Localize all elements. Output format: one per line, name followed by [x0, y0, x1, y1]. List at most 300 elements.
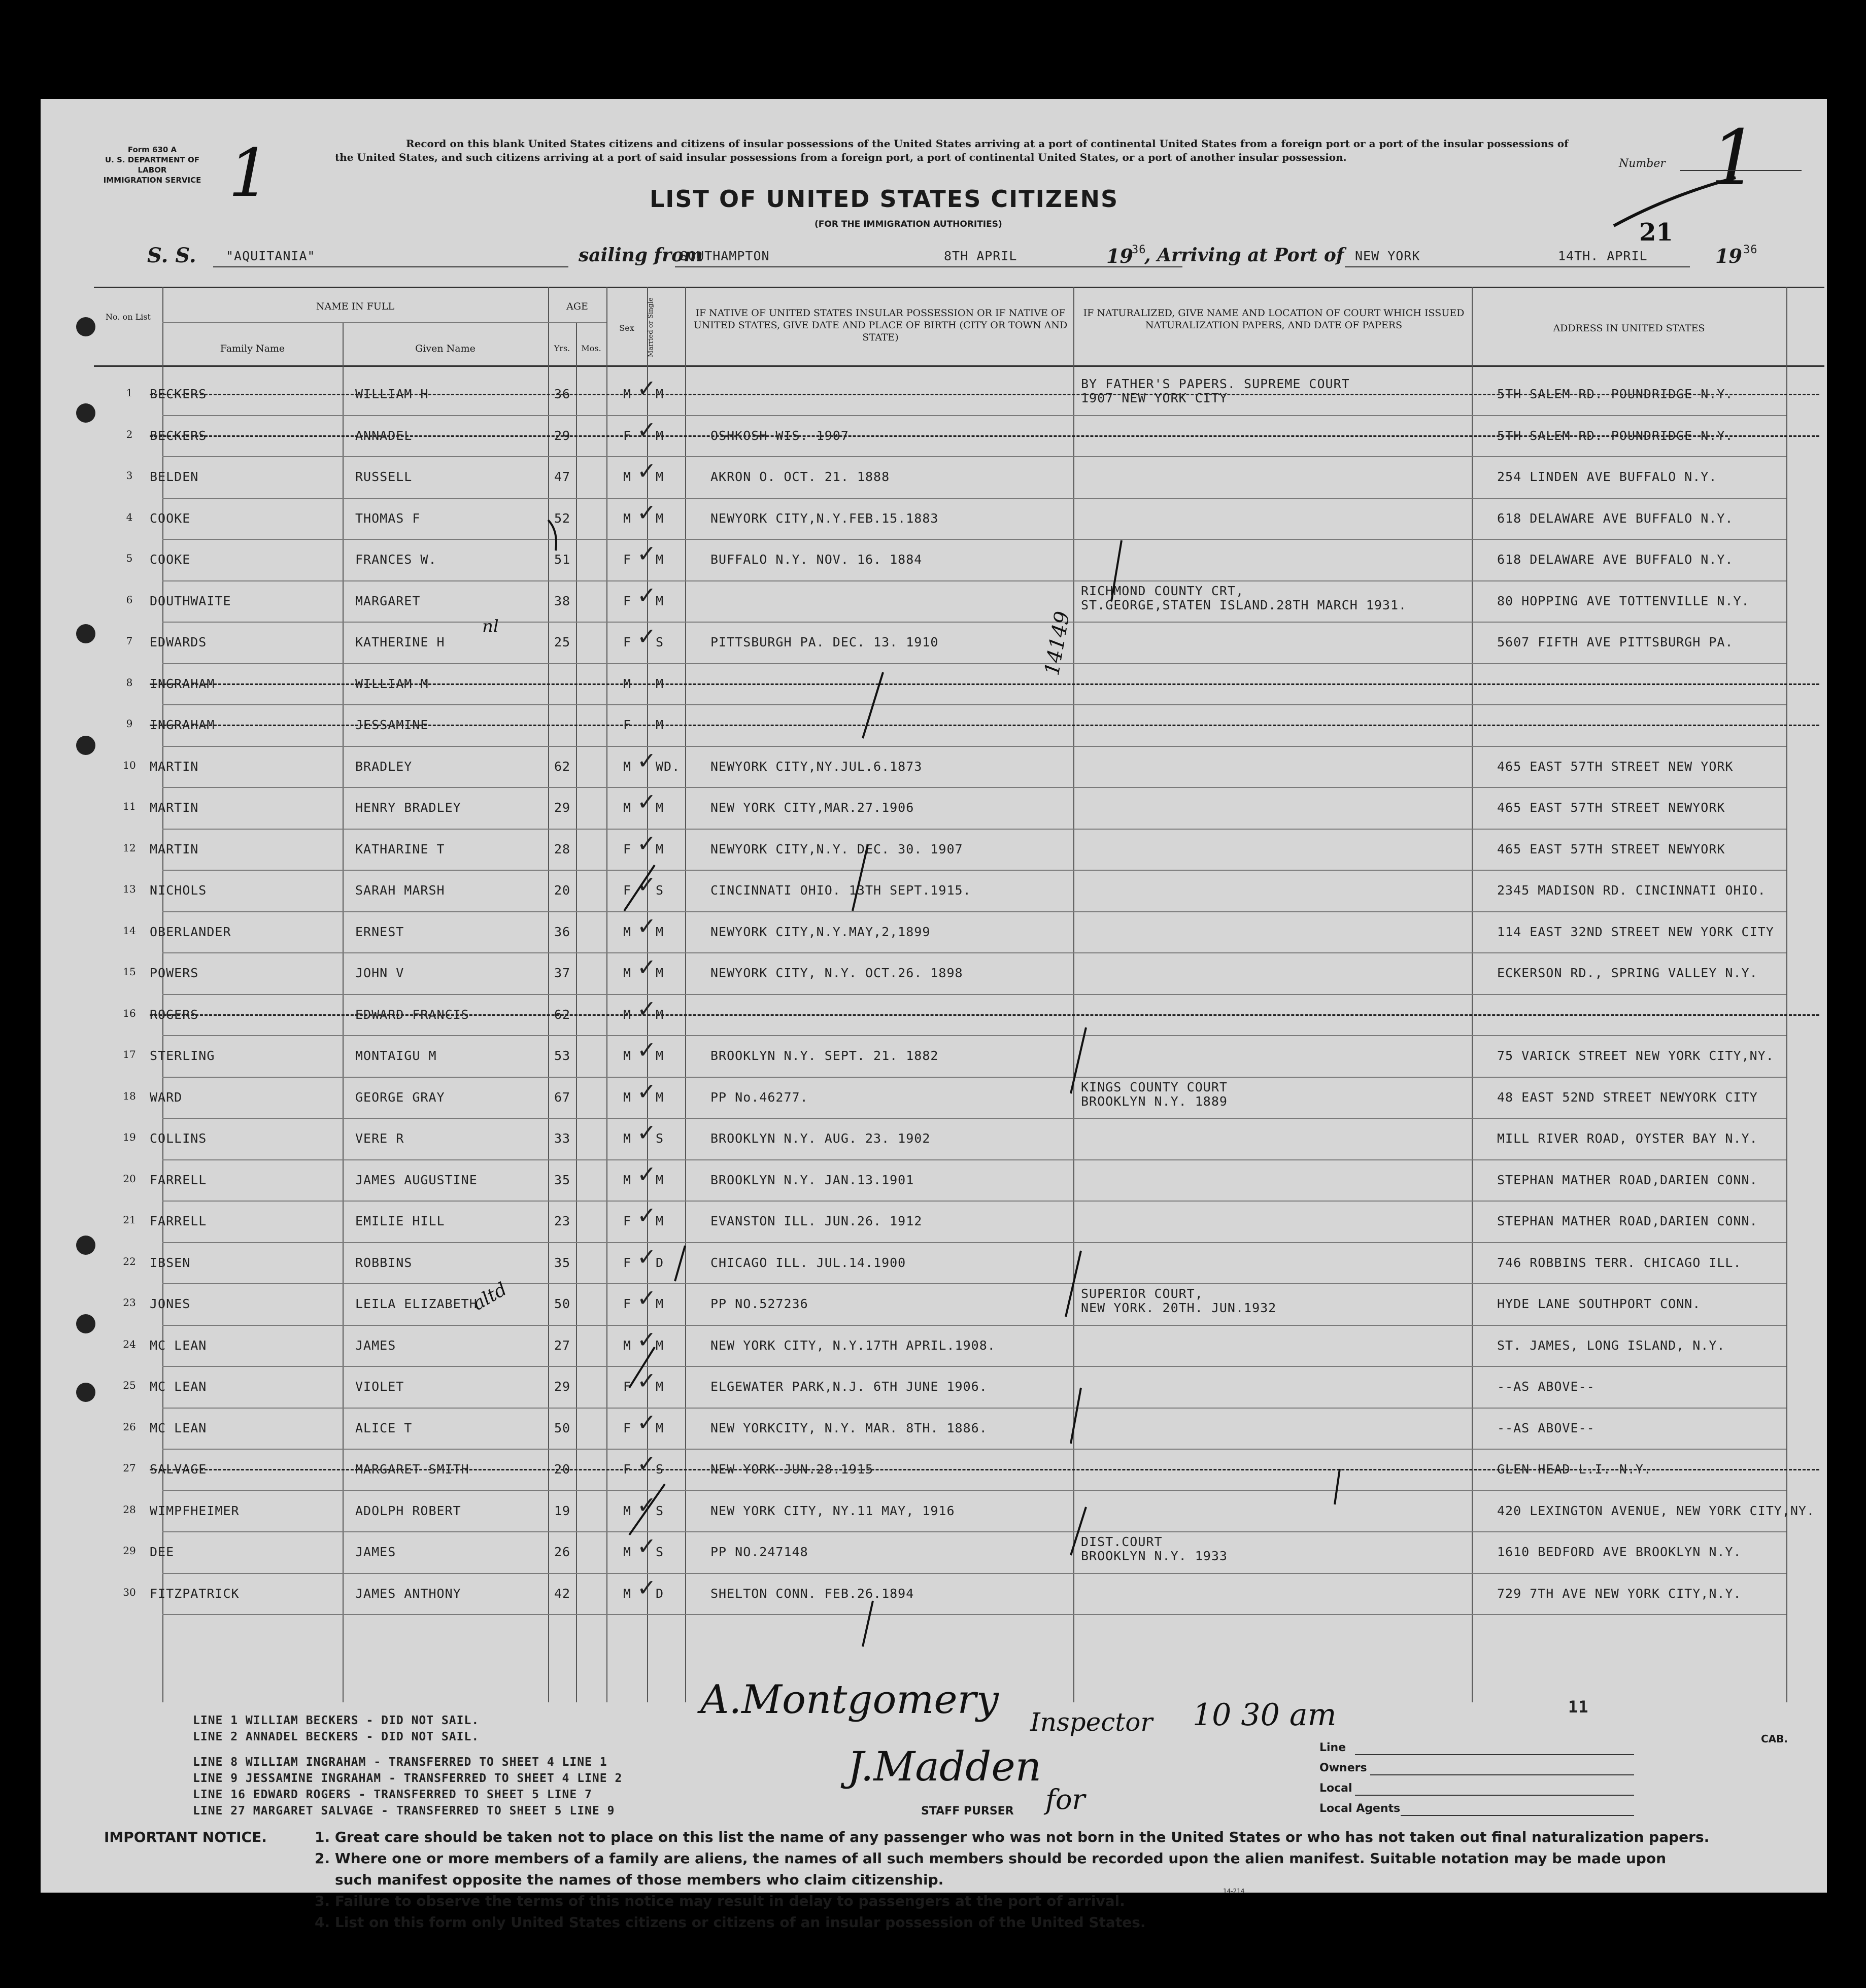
purser-initials-handwritten: for	[1045, 1784, 1085, 1815]
given-name: MARGARET	[355, 593, 421, 608]
row-number: 19	[123, 1131, 136, 1143]
birth-place-date: NEW YORKCITY, N.Y. MAR. 8TH. 1886.	[710, 1420, 988, 1435]
row-number: 28	[123, 1503, 136, 1516]
marital-status: M	[656, 469, 664, 484]
row5-note-handwritten: nl	[482, 616, 499, 637]
naturalization-details: ST.GEORGE,STATEN ISLAND.28TH MARCH 1931.	[1081, 597, 1407, 612]
family-name: MARTIN	[150, 800, 199, 815]
naturalization-details: 1907 NEW YORK CITY	[1081, 391, 1228, 405]
marital-status: S	[656, 883, 664, 898]
check-mark-icon: ✓	[637, 1284, 657, 1312]
check-mark-icon: ✓	[637, 746, 657, 774]
check-mark-icon: ✓	[637, 1160, 657, 1188]
age-years: 29	[554, 800, 571, 815]
birth-place-date: NEW YORK CITY,MAR.27.1906	[710, 800, 914, 815]
port-from: SOUTHAMPTON	[680, 249, 770, 263]
birth-place-date: NEW YORK CITY, N.Y.17TH APRIL.1908.	[710, 1338, 996, 1353]
marital-status: M	[656, 1172, 664, 1187]
marital-status: M	[656, 1379, 664, 1394]
sex: F	[623, 428, 632, 443]
family-name: SALVAGE	[150, 1462, 207, 1477]
local-label: Local	[1319, 1782, 1352, 1795]
given-name: ROBBINS	[355, 1255, 413, 1270]
total-count: 11	[1568, 1697, 1589, 1717]
age-years: 35	[554, 1172, 571, 1187]
marital-status: M	[656, 1048, 664, 1063]
check-mark-icon: ✓	[637, 623, 657, 650]
marital-status: M	[656, 841, 664, 856]
sail-date: 8TH APRIL	[944, 249, 1017, 263]
age-years: 50	[554, 1296, 571, 1311]
birth-place-date: PP NO.247148	[710, 1545, 808, 1559]
address: 465 EAST 57TH STREET NEWYORK	[1497, 800, 1725, 815]
check-mark-icon: ✓	[637, 416, 657, 443]
address: 254 LINDEN AVE BUFFALO N.Y.	[1497, 469, 1717, 484]
family-name: FARRELL	[150, 1172, 207, 1187]
sex: M	[623, 387, 632, 401]
check-mark-icon: ✓	[637, 953, 657, 981]
given-name: MONTAIGU M	[355, 1048, 437, 1063]
check-mark-icon: ✓	[637, 581, 657, 609]
family-name: JONES	[150, 1296, 191, 1311]
given-name: MARGARET SMITH	[355, 1462, 469, 1477]
given-name: JAMES AUGUSTINE	[355, 1172, 478, 1187]
naturalization-court: DIST.COURT	[1081, 1534, 1163, 1549]
sail-year: 36	[1132, 244, 1146, 256]
arrive-date: 14TH. APRIL	[1558, 249, 1648, 263]
sex: M	[623, 676, 632, 691]
sex: F	[623, 552, 632, 567]
age-years: 20	[554, 1462, 571, 1477]
address: 114 EAST 32ND STREET NEW YORK CITY	[1497, 924, 1774, 939]
given-name: JESSAMINE	[355, 717, 429, 732]
marital-status: M	[656, 1007, 664, 1022]
family-name: ROGERS	[150, 1007, 199, 1022]
marital-status: M	[656, 510, 664, 526]
given-name: VERE R	[355, 1131, 404, 1146]
row-number: 5	[126, 552, 133, 564]
check-mark-icon: ✓	[637, 871, 657, 898]
check-mark-icon: ✓	[637, 1367, 657, 1394]
check-mark-icon: ✓	[637, 1036, 657, 1064]
check-mark-icon: ✓	[637, 374, 657, 402]
inspector-label-handwritten: Inspector	[1030, 1707, 1153, 1737]
row-number: 15	[123, 966, 136, 978]
family-name: FARRELL	[150, 1214, 207, 1228]
sex: F	[623, 883, 632, 898]
naturalization-court: SUPERIOR COURT,	[1081, 1286, 1203, 1301]
row-number: 30	[123, 1586, 136, 1598]
arrive-year: 36	[1743, 244, 1758, 256]
row-number: 24	[123, 1338, 136, 1350]
purser-signature: J.Madden	[847, 1743, 1042, 1790]
marital-status: D	[656, 1255, 664, 1270]
ship-name: "AQUITANIA"	[226, 249, 316, 263]
header-no: No. on List	[106, 312, 151, 322]
form-instructions: Record on this blank United States citizens and citizens of insular possessions of the United States arriving at a port of continental United States from a foreign port or a port of the insular possessions of the United States, and such citizens arriving at a port of said insular possessions from a foreign port, a port of continental United States, or a port of another insular possession.	[335, 138, 1569, 163]
given-name: HENRY BRADLEY	[355, 800, 461, 815]
given-name: ERNEST	[355, 924, 404, 939]
naturalization-court: RICHMOND COUNTY CRT,	[1081, 583, 1244, 598]
local-agents-label: Local Agents	[1319, 1802, 1401, 1815]
sex: M	[623, 759, 632, 774]
age-years: 19	[554, 1503, 571, 1518]
footer-note-line: LINE 2 ANNADEL BECKERS - DID NOT SAIL.	[193, 1730, 480, 1743]
naturalization-court: KINGS COUNTY COURT	[1081, 1079, 1228, 1094]
row-number: 8	[126, 676, 133, 689]
age-years: 20	[554, 883, 571, 898]
check-mark-icon: ✓	[637, 1408, 657, 1436]
row-number: 22	[123, 1255, 136, 1267]
check-mark-icon: ✓	[637, 788, 657, 815]
header-mos: Mos.	[581, 344, 601, 353]
sex: F	[623, 1379, 632, 1394]
address: 729 7TH AVE NEW YORK CITY,N.Y.	[1497, 1586, 1742, 1601]
age-years: 67	[554, 1089, 571, 1105]
age-years: 42	[554, 1586, 571, 1601]
sex: F	[623, 1462, 632, 1477]
staff-purser-label: STAFF PURSER	[921, 1805, 1014, 1818]
notice-item-3: 3. Failure to observe the terms of this notice may result in delay to passengers at the port of arrival.	[315, 1893, 1125, 1909]
address: STEPHAN MATHER ROAD,DARIEN CONN.	[1497, 1214, 1758, 1228]
check-mark-icon: ✓	[637, 1119, 657, 1146]
check-mark-icon: ✓	[637, 1450, 657, 1477]
birth-place-date: BUFFALO N.Y. NOV. 16. 1884	[710, 552, 923, 567]
address: 465 EAST 57TH STREET NEW YORK	[1497, 759, 1734, 774]
birth-place-date: CINCINNATI OHIO. 13TH SEPT.1915.	[710, 883, 971, 898]
birth-place-date: NEWYORK CITY,N.Y. DEC. 30. 1907	[710, 841, 963, 856]
given-name: KATHERINE H	[355, 635, 445, 649]
sex: M	[623, 800, 632, 815]
page-subtitle: (FOR THE IMMIGRATION AUTHORITIES)	[815, 219, 1002, 229]
address: STEPHAN MATHER ROAD,DARIEN CONN.	[1497, 1172, 1758, 1187]
naturalization-court: BY FATHER'S PAPERS. SUPREME COURT	[1081, 376, 1350, 391]
check-mark-icon: ✓	[637, 1202, 657, 1229]
marital-status: M	[656, 676, 664, 691]
birth-place-date: ELGEWATER PARK,N.J. 6TH JUNE 1906.	[710, 1379, 988, 1394]
birth-place-date: PITTSBURGH PA. DEC. 13. 1910	[710, 635, 939, 649]
header-naturalized: IF NATURALIZED, GIVE NAME AND LOCATION OF COURT WHICH ISSUED NATURALIZATION PAPERS, AND DATE OF PAPERS	[1083, 307, 1465, 331]
naturalization-details: BROOKLYN N.Y. 1933	[1081, 1549, 1228, 1563]
age-years: 35	[554, 1255, 571, 1270]
address: ECKERSON RD., SPRING VALLEY N.Y.	[1497, 966, 1758, 980]
row-number: 16	[123, 1007, 136, 1019]
form-number: Form 630 A	[127, 145, 177, 154]
check-mark-icon: ✓	[637, 1573, 657, 1601]
marital-status: M	[656, 387, 664, 401]
inspector-signature: A.Montgomery	[700, 1677, 999, 1723]
marital-status: S	[656, 1545, 664, 1559]
family-name: MC LEAN	[150, 1379, 207, 1394]
header-yrs: Yrs.	[554, 344, 570, 353]
age-years: 53	[554, 1048, 571, 1063]
birth-place-date: EVANSTON ILL. JUN.26. 1912	[710, 1214, 923, 1228]
family-name: BECKERS	[150, 428, 207, 443]
sex: M	[623, 1089, 632, 1105]
address: 5TH SALEM RD. POUNDRIDGE N.Y.	[1497, 387, 1734, 401]
naturalization-details: BROOKLYN N.Y. 1889	[1081, 1093, 1228, 1109]
header-age: AGE	[566, 301, 588, 312]
sex: F	[623, 635, 632, 649]
naturalization-details: NEW YORK. 20TH. JUN.1932	[1081, 1300, 1277, 1315]
row-number: 4	[126, 510, 133, 523]
age-years: 28	[554, 841, 571, 856]
cab-label: CAB.	[1761, 1733, 1788, 1745]
sex: M	[623, 1131, 632, 1146]
ss-label: S. S.	[147, 244, 196, 267]
row-number: 6	[126, 593, 133, 606]
given-name: KATHARINE T	[355, 841, 445, 856]
family-name: FITZPATRICK	[150, 1586, 240, 1601]
age-years: 38	[554, 593, 571, 608]
address: 48 EAST 52ND STREET NEWYORK CITY	[1497, 1089, 1758, 1105]
family-name: MC LEAN	[150, 1420, 207, 1435]
family-name: OBERLANDER	[150, 924, 231, 939]
check-mark-icon: ✓	[637, 912, 657, 940]
age-years: 36	[554, 924, 571, 939]
age-years: 25	[554, 635, 571, 649]
age-years: 36	[554, 387, 571, 401]
notice-item-1: 1. Great care should be taken not to place on this list the name of any passenger who was not born in the United States or who has not taken out final naturalization papers.	[315, 1829, 1710, 1845]
sex: M	[623, 1586, 632, 1601]
arrive-year-prefix: 19	[1715, 245, 1742, 267]
sex: F	[623, 1214, 632, 1228]
sex: M	[623, 1503, 632, 1518]
family-name: EDWARDS	[150, 635, 207, 649]
family-name: POWERS	[150, 966, 199, 980]
marital-status: WD.	[656, 759, 681, 774]
given-name: JAMES ANTHONY	[355, 1586, 461, 1601]
birth-place-date: PP No.46277.	[710, 1089, 808, 1105]
given-name: WILLIAM M	[355, 676, 429, 691]
family-name: WARD	[150, 1089, 183, 1105]
row-number: 18	[123, 1089, 136, 1102]
given-name: WILLIAM H	[355, 387, 429, 401]
notice-items	[315, 1827, 1812, 1933]
address: 5607 FIFTH AVE PITTSBURGH PA.	[1497, 635, 1734, 649]
age-years: 47	[554, 469, 571, 484]
address: --AS ABOVE--	[1497, 1420, 1595, 1435]
address: 2345 MADISON RD. CINCINNATI OHIO.	[1497, 883, 1766, 898]
address: GLEN HEAD L.I. N.Y.	[1497, 1462, 1652, 1477]
check-mark-icon: ✓	[637, 829, 657, 857]
row21-note-handwritten: altd	[469, 1279, 511, 1315]
notice-item-2-cont: such manifest opposite the names of those members who claim citizenship.	[335, 1871, 944, 1888]
birth-place-date: NEWYORK CITY,NY.JUL.6.1873	[710, 759, 923, 774]
birth-place-date: SHELTON CONN. FEB.26.1894	[710, 1586, 914, 1601]
time-handwritten: 10 30 am	[1193, 1697, 1337, 1733]
owners-label: Owners	[1319, 1762, 1367, 1774]
marital-status: M	[656, 717, 664, 732]
address: 75 VARICK STREET NEW YORK CITY,NY.	[1497, 1048, 1774, 1063]
address: MILL RIVER ROAD, OYSTER BAY N.Y.	[1497, 1131, 1758, 1146]
family-name: COOKE	[150, 510, 191, 526]
marital-status: M	[656, 552, 664, 567]
check-mark-icon: ✓	[637, 1325, 657, 1353]
given-name: BRADLEY	[355, 759, 413, 774]
age-years: 52	[554, 510, 571, 526]
form-service: IMMIGRATION SERVICE	[103, 176, 201, 185]
birth-place-date: NEWYORK CITY,N.Y.MAY,2,1899	[710, 924, 931, 939]
sex: F	[623, 1296, 632, 1311]
sex: F	[623, 593, 632, 608]
marital-status: M	[656, 593, 664, 608]
given-name: LEILA ELIZABETH	[355, 1296, 478, 1311]
address: 746 ROBBINS TERR. CHICAGO ILL.	[1497, 1255, 1742, 1270]
address: 618 DELAWARE AVE BUFFALO N.Y.	[1497, 552, 1734, 567]
marital-status: S	[656, 635, 664, 649]
row-number: 21	[123, 1214, 136, 1226]
age-years: 23	[554, 1214, 571, 1228]
sailing-label: sailing from	[579, 245, 703, 266]
family-name: MC LEAN	[150, 1338, 207, 1353]
port-to: NEW YORK	[1355, 249, 1420, 263]
check-mark-icon: ✓	[637, 1491, 657, 1519]
age-years: 62	[554, 1007, 571, 1022]
row-number: 25	[123, 1379, 136, 1391]
row-number: 26	[123, 1420, 136, 1433]
address: ST. JAMES, LONG ISLAND, N.Y.	[1497, 1338, 1725, 1353]
age-years: 26	[554, 1545, 571, 1559]
family-name: DEE	[150, 1545, 175, 1559]
row-number: 9	[126, 717, 133, 730]
given-name: JAMES	[355, 1338, 396, 1353]
sex: F	[623, 1255, 632, 1270]
address: 465 EAST 57TH STREET NEWYORK	[1497, 841, 1725, 856]
family-name: IBSEN	[150, 1255, 191, 1270]
family-name: MARTIN	[150, 841, 199, 856]
age-years: 37	[554, 966, 571, 980]
family-name: COOKE	[150, 552, 191, 567]
family-name: DOUTHWAITE	[150, 593, 231, 608]
sex: M	[623, 924, 632, 939]
given-name: EMILIE HILL	[355, 1214, 445, 1228]
family-name: COLLINS	[150, 1131, 207, 1146]
row6-note-handwritten: 14149	[1040, 609, 1075, 677]
family-name: STERLING	[150, 1048, 215, 1063]
footer-note-line: LINE 1 WILLIAM BECKERS - DID NOT SAIL.	[193, 1714, 480, 1727]
given-name: JAMES	[355, 1545, 396, 1559]
row-number: 10	[123, 759, 136, 771]
given-name: ANNADEL	[355, 428, 413, 443]
birth-place-date: NEWYORK CITY,N.Y.FEB.15.1883	[710, 510, 939, 526]
age-years: 29	[554, 428, 571, 443]
notice-item-2: 2. Where one or more members of a family are aliens, the names of all such members should be recorded upon the alien manifest. Suitable notation may be made upon	[315, 1850, 1667, 1867]
footer-note-line: LINE 16 EDWARD ROGERS - TRANSFERRED TO SHEET 5 LINE 7	[193, 1788, 592, 1801]
marital-status: M	[656, 1338, 664, 1353]
birth-place-date: OSHKOSH WIS. 1907	[710, 428, 849, 443]
given-name: EDWARD FRANCIS	[355, 1007, 469, 1022]
address: --AS ABOVE--	[1497, 1379, 1595, 1394]
footer-note-line: LINE 9 JESSAMINE INGRAHAM - TRANSFERRED TO SHEET 4 LINE 2	[193, 1772, 623, 1785]
sex: M	[623, 1007, 632, 1022]
check-mark-icon: ✓	[637, 1077, 657, 1105]
sheet-mark-handwritten: 1	[228, 134, 270, 212]
line-label: Line	[1319, 1741, 1346, 1754]
given-name: THOMAS F	[355, 510, 421, 526]
check-mark-icon: ✓	[637, 1243, 657, 1271]
sex: M	[623, 966, 632, 980]
check-mark-icon: ✓	[637, 1532, 657, 1560]
marital-status: M	[656, 966, 664, 980]
address: 80 HOPPING AVE TOTTENVILLE N.Y.	[1497, 593, 1750, 608]
page-title: LIST OF UNITED STATES CITIZENS	[650, 185, 1119, 213]
birth-place-date: CHICAGO ILL. JUL.14.1900	[710, 1255, 906, 1270]
sex: M	[623, 1545, 632, 1559]
header-name: NAME IN FULL	[316, 301, 395, 312]
sex: F	[623, 841, 632, 856]
number-label: Number	[1619, 157, 1666, 170]
row-number: 23	[123, 1296, 136, 1309]
given-name: JOHN V	[355, 966, 404, 980]
row-number: 17	[123, 1048, 136, 1060]
family-name: WIMPFHEIMER	[150, 1503, 240, 1518]
check-mark-icon: ✓	[637, 995, 657, 1022]
row-number: 12	[123, 841, 136, 854]
given-name: SARAH MARSH	[355, 883, 445, 898]
arriving-label: , Arriving at Port of	[1144, 245, 1344, 266]
age-years: 33	[554, 1131, 571, 1146]
row-number: 11	[123, 800, 136, 812]
marital-status: S	[656, 1131, 664, 1146]
age-years: 62	[554, 759, 571, 774]
birth-place-date: BROOKLYN N.Y. AUG. 23. 1902	[710, 1131, 931, 1146]
check-mark-icon: ✓	[637, 457, 657, 485]
row-number: 2	[126, 428, 133, 440]
header-family: Family Name	[220, 343, 285, 354]
marital-status: S	[656, 1462, 664, 1477]
row-number: 14	[123, 924, 136, 937]
given-name: ADOLPH ROBERT	[355, 1503, 461, 1518]
marital-status: M	[656, 1420, 664, 1435]
form-dept: U. S. DEPARTMENT OF LABOR	[105, 155, 200, 175]
birth-place-date: AKRON O. OCT. 21. 1888	[710, 469, 890, 484]
header-sex: Sex	[619, 323, 634, 333]
birth-place-date: NEW YORK CITY, NY.11 MAY, 1916	[710, 1503, 955, 1518]
check-mark-icon: ✓	[637, 498, 657, 526]
manifest-sheet	[41, 99, 1827, 1931]
sex: M	[623, 1172, 632, 1187]
address: 420 LEXINGTON AVENUE, NEW YORK CITY,NY.	[1497, 1503, 1815, 1518]
given-name: GEORGE GRAY	[355, 1089, 445, 1105]
birth-place-date: NEW YORK JUN.28.1915	[710, 1462, 874, 1477]
marital-status: M	[656, 428, 664, 443]
marital-status: D	[656, 1586, 664, 1601]
age-years: 50	[554, 1420, 571, 1435]
family-name: INGRAHAM	[150, 676, 215, 691]
footer-note-line: LINE 8 WILLIAM INGRAHAM - TRANSFERRED TO SHEET 4 LINE 1	[193, 1756, 607, 1769]
row-number: 20	[123, 1172, 136, 1185]
header-married: Married or Single	[647, 297, 655, 357]
row-number: 3	[126, 469, 133, 482]
page-number: 21	[1639, 218, 1673, 247]
footer-notes	[193, 1712, 622, 1819]
marital-status: M	[656, 800, 664, 815]
sail-year-prefix: 19	[1106, 245, 1133, 267]
given-name: VIOLET	[355, 1379, 404, 1394]
header-given: Given Name	[415, 343, 476, 354]
marital-status: S	[656, 1503, 664, 1518]
row-number: 29	[123, 1545, 136, 1557]
header-birth: IF NATIVE OF UNITED STATES INSULAR POSSESSION OR IF NATIVE OF UNITED STATES, GIVE DATE AND PLACE OF BIRTH (CITY OR TOWN AND STATE)	[693, 307, 1068, 343]
address: 618 DELAWARE AVE BUFFALO N.Y.	[1497, 510, 1734, 526]
row-number: 13	[123, 883, 136, 895]
given-name: FRANCES W.	[355, 552, 437, 567]
age-years: 51	[554, 552, 571, 567]
print-code: 14-214	[1223, 1888, 1245, 1895]
address: 5TH SALEM RD. POUNDRIDGE N.Y.	[1497, 428, 1734, 443]
marital-status: M	[656, 1214, 664, 1228]
